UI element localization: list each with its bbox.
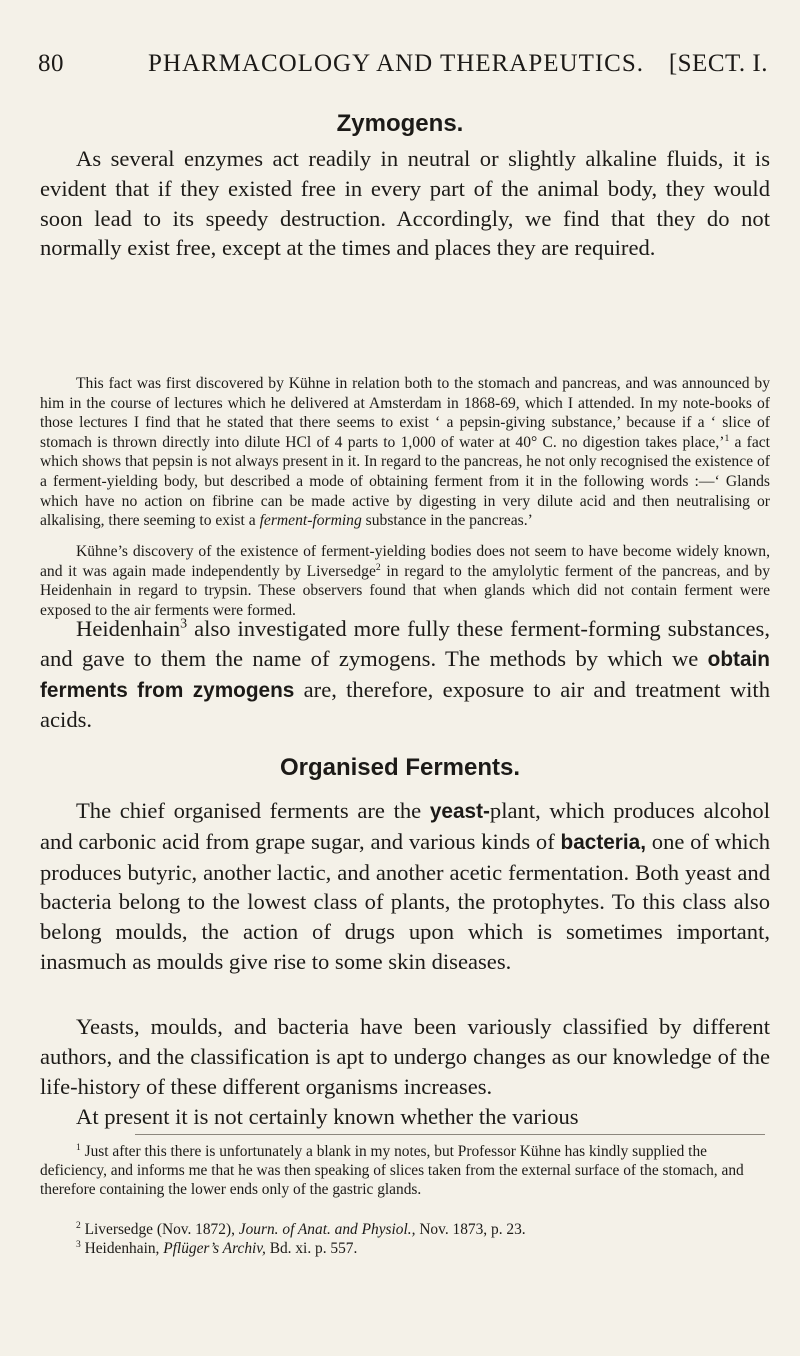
paragraph-zymogens-intro: As several enzymes act readily in neutral or slightly alkaline fluids, it is evident that if they existed free in every part of the animal body, they would soon lead to its speedy destruction. Accordingly, we find that they do not normally exist free, except at the times and places they are required.: [40, 146, 770, 261]
text-run: The chief organised ferments are the: [76, 798, 430, 823]
journal-title: Pflüger’s Archiv,: [163, 1240, 266, 1257]
footnote-3: [76, 1239, 770, 1258]
footnote-1: [40, 1142, 770, 1199]
paragraph-classification: Yeasts, moulds, and bacteria have been variously classified by different authors, and the classification is apt to undergo changes as our knowledge of the life-history of these different organisms increases.: [40, 1014, 770, 1099]
footnote-ref-3: 3: [180, 616, 188, 632]
text-run: Kühne’s discovery of the existence of ferment-yielding bodies does not seem to have become widely known, and it was again made independently by Liversedge: [40, 543, 770, 580]
text-run: in regard to the amylolytic ferment of the pancreas, and by Heidenhain in regard to trypsin. These observers found that when glands which did not contain ferment were exposed to the air ferments were formed.: [40, 562, 771, 619]
italic-term: ferment-forming: [259, 512, 362, 530]
paragraph-heidenhain: [40, 614, 770, 735]
paragraph-liversedge: [40, 542, 770, 620]
text-run: are, therefore, exposure to air and treatment with acids.: [40, 676, 770, 733]
footnote-text: Liversedge (Nov. 1872),: [80, 1221, 239, 1238]
running-head: [38, 50, 768, 82]
section-heading-zymogens: Zymogens.: [336, 110, 464, 137]
footnote-ref-1: 1: [724, 432, 730, 444]
bold-term-yeast: yeast-: [429, 800, 490, 823]
text-run: Heidenhain: [76, 616, 181, 641]
footnote-2: [76, 1220, 770, 1239]
text-run: also investigated more fully these ferment-forming substances, and gave to them the name of zymogens. The methods by which we: [40, 616, 770, 671]
footnote-text: Nov. 1873, p. 23.: [415, 1221, 526, 1238]
bold-term-bacteria: bacteria,: [560, 830, 646, 854]
footnote-divider: [135, 1134, 765, 1135]
text-run: one of which produces butyric, another lactic, and another acetic fermentation. Both yeast and bacteria belong to the lowest class of plants, the protophytes. To this class also belong moulds, the action of drugs upon which is sometimes important, inasmuch as moulds give rise to some skin diseases.: [40, 828, 770, 974]
paragraph-organised-ferments: [40, 796, 770, 977]
footnote-ref-2: 2: [375, 561, 381, 573]
section-heading-organised-ferments: Organised Ferments.: [279, 754, 521, 781]
paragraph-kuhne-discovery: [40, 374, 770, 531]
footnote-mark: 3: [76, 1238, 81, 1250]
text-run: a fact which shows that pepsin is not always present in it. In regard to the pancreas, he not only recognised the existence of a ferment-yielding body, but described a mode of obtaining ferment from it in the following words :—‘ Glands which have no action on fibrine can be made active by digesting in very dilute acid and then neutralising or alkalising, there seeming to exist a: [40, 433, 770, 530]
footnote-text: Bd. xi. p. 557.: [265, 1240, 358, 1257]
paragraph-continued: At present it is not certainly known whether the various: [76, 1104, 579, 1129]
bold-phrase: obtain ferments from zymogens: [40, 647, 770, 702]
footnote-text: Just after this there is unfortunately a blank in my notes, but Professor Kühne has kindly supplied the deficiency, and informs me that he was then speaking of slices taken from the external surface of the stomach, and therefore containing the lower ends only of the gastric glands.: [40, 1143, 744, 1198]
section-marker: [SECT. I.: [668, 50, 768, 77]
footnote-text: Heidenhain,: [80, 1240, 164, 1257]
footnote-mark: 2: [76, 1219, 81, 1231]
text-run: plant, which produces alcohol and carbonic acid from grape sugar, and various kinds of: [40, 798, 770, 854]
footnote-mark: 1: [76, 1141, 81, 1153]
text-run: substance in the pancreas.’: [361, 512, 533, 530]
journal-title: Journ. of Anat. and Physiol.,: [238, 1221, 416, 1238]
page-number: 80: [38, 50, 64, 77]
text-run: This fact was first discovered by Kühne in relation both to the stomach and pancreas, and was announced by him in the course of lectures which he delivered at Amsterdam in 1868-69, which I attended. In my note-books of those lectures I find that he stated that there seems to exist ‘ a pepsin-giving substance,’ because if a ‘ slice of stomach is thrown directly into dilute HCl of 4 parts to 1,000 of water at 40° C. no digestion takes place,’: [40, 375, 770, 451]
running-title: PHARMACOLOGY AND THERAPEUTICS.: [148, 50, 645, 77]
